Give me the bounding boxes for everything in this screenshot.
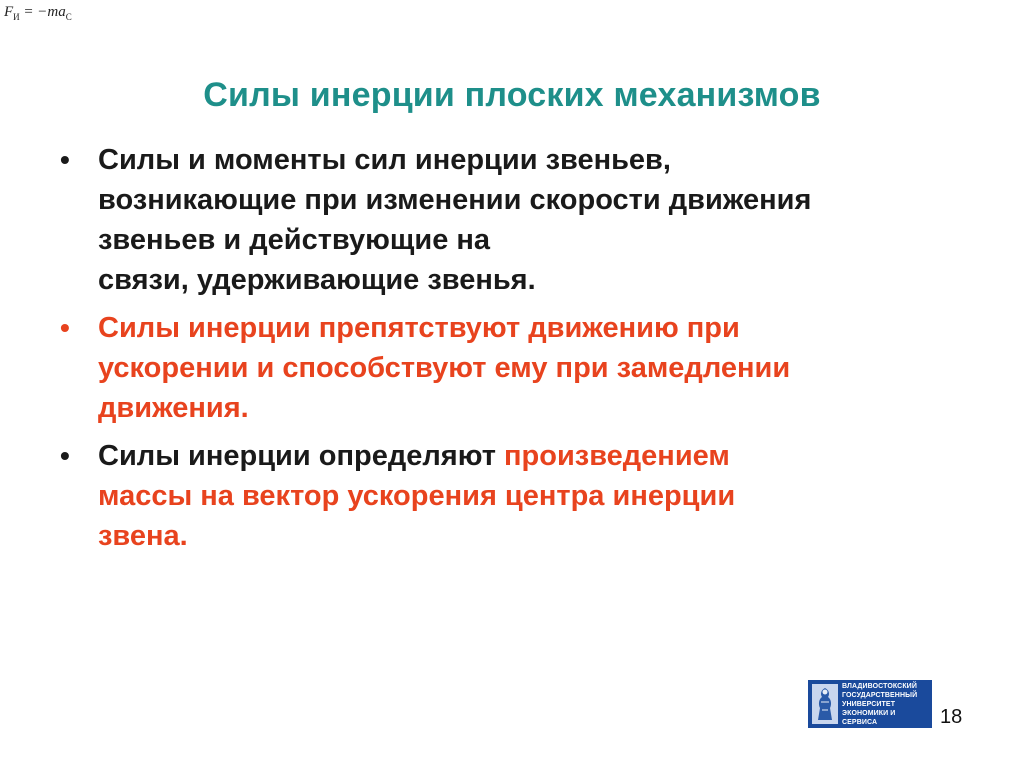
bullet-line: возникающие при изменении скорости движения [98, 184, 812, 216]
bullet-highlight: произведением [504, 440, 730, 472]
formula-eq: = −ma [19, 4, 66, 20]
bullet-line: связи, удерживающие звенья. [98, 264, 536, 296]
bullet-line: звеньев и действующие на [98, 224, 491, 256]
bullet-line: Силы и моменты сил инерции звеньев, [98, 144, 671, 176]
bullet-item-definition [60, 140, 960, 300]
bullet-dot-icon: • [60, 312, 70, 343]
formula-rhs-sub: C [65, 12, 72, 22]
bullet-highlight-line: массы на вектор ускорения центра инерции [98, 480, 736, 512]
logo-line: ГОСУДАРСТВЕННЫЙ [842, 691, 918, 699]
bullet-line [98, 436, 960, 476]
bullet-item-determination [60, 436, 960, 556]
logo-text [842, 682, 917, 727]
slide-title: Силы инерции плоских механизмов [203, 76, 821, 114]
bullet-item-effect [60, 308, 960, 428]
bullet-line: Силы инерции препятствуют движению при [98, 312, 740, 344]
formula-lhs-sub: И [13, 12, 20, 22]
bullet-dot-icon: • [60, 440, 70, 471]
bullet-list [60, 140, 960, 564]
logo-line: СЕРВИСА [842, 718, 878, 726]
bullet-prefix: Силы инерции определяют [98, 440, 504, 472]
inertia-formula [4, 4, 72, 22]
logo-line: ВЛАДИВОСТОКСКИЙ [842, 682, 917, 690]
university-logo [808, 680, 932, 728]
bullet-line: ускорении и способствуют ему при замедлении [98, 352, 791, 384]
university-emblem-icon [812, 684, 838, 724]
logo-line: ЭКОНОМИКИ И [842, 709, 896, 717]
bullet-line: движения. [98, 392, 249, 424]
bullet-highlight-line: звена. [98, 520, 188, 552]
bullet-dot-icon: • [60, 144, 70, 175]
formula-lhs: F [4, 4, 14, 20]
logo-line: УНИВЕРСИТЕТ [842, 700, 896, 708]
page-number: 18 [940, 706, 963, 728]
